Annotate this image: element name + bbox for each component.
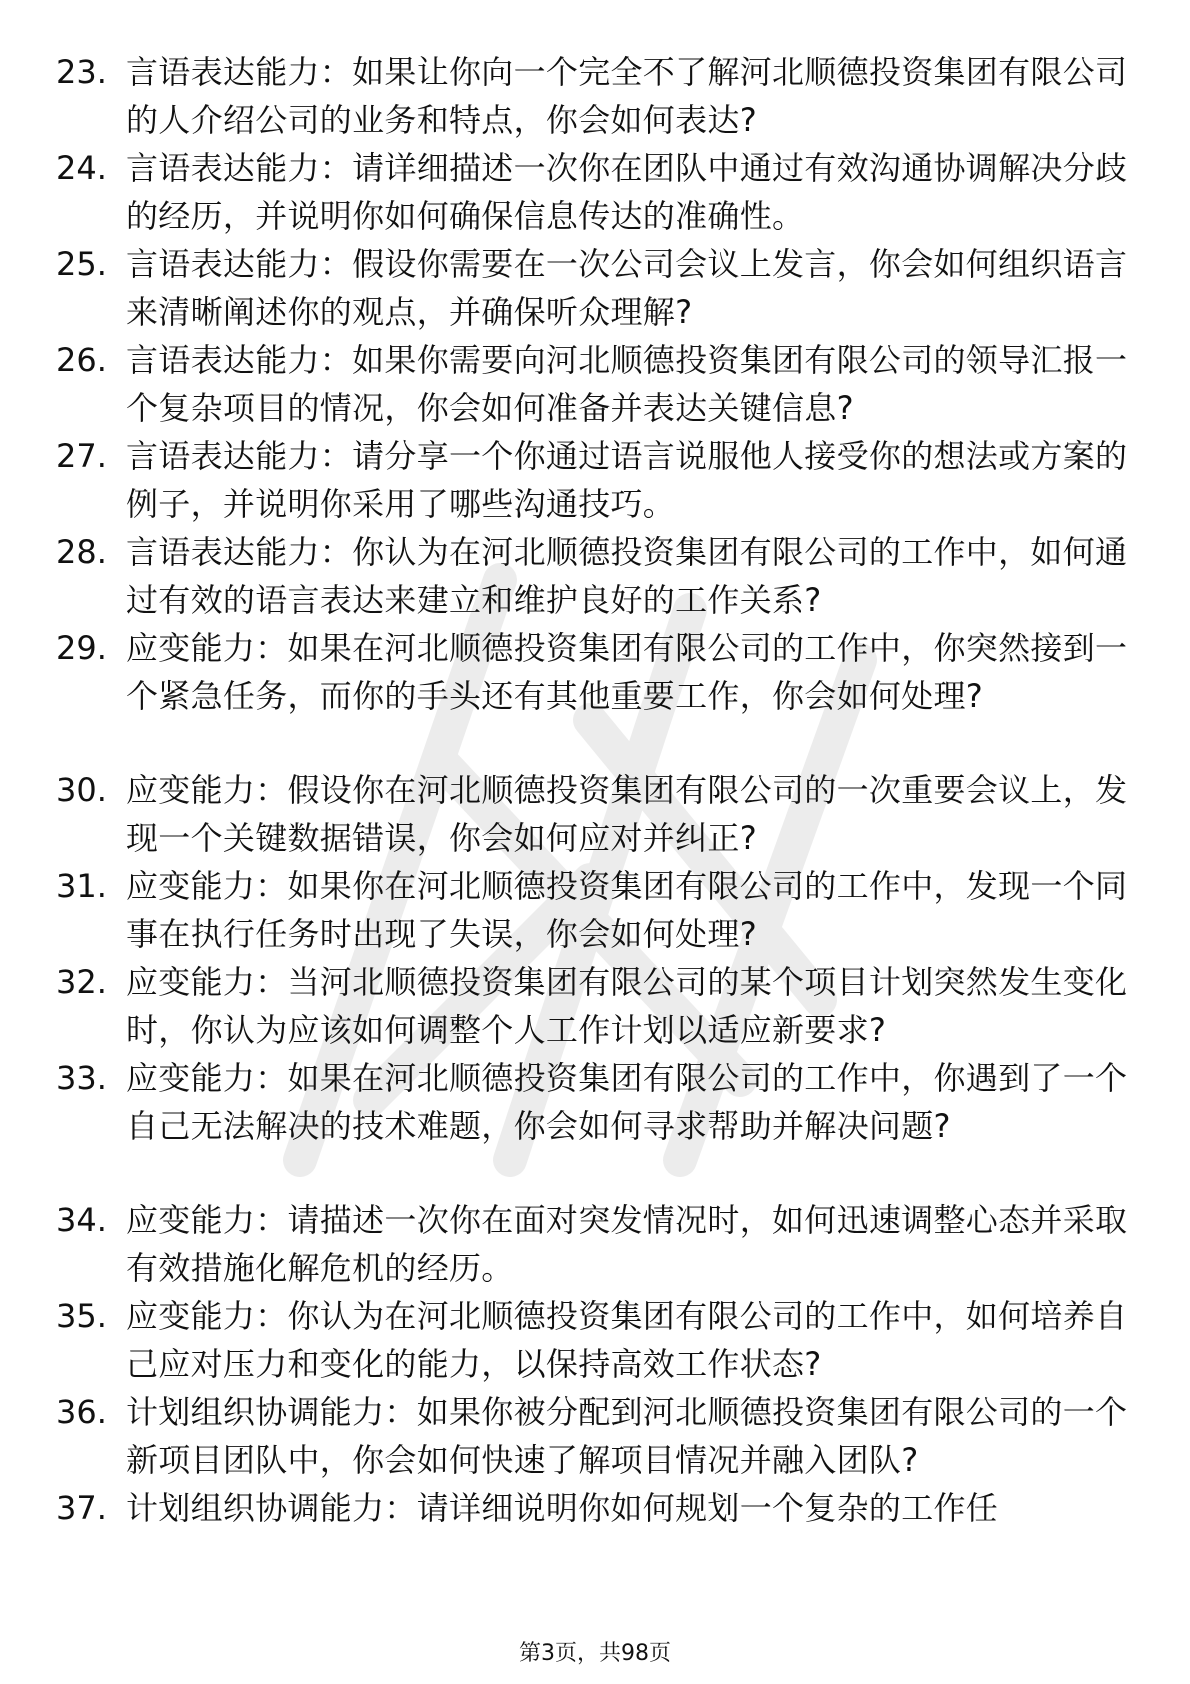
question-item xyxy=(56,1388,1146,1484)
question-item xyxy=(56,144,1146,240)
question-item xyxy=(56,240,1146,336)
question-text: 言语表达能力：你认为在河北顺德投资集团有限公司的工作中，如何通过有效的语言表达来建立和维护良好的工作关系? xyxy=(126,533,1128,619)
question-number: 25. xyxy=(56,245,107,283)
question-number: 31. xyxy=(56,867,107,905)
question-number: 34. xyxy=(56,1201,107,1239)
question-item xyxy=(56,48,1146,144)
question-text: 应变能力：假设你在河北顺德投资集团有限公司的一次重要会议上，发现一个关键数据错误，你会如何应对并纠正? xyxy=(126,771,1128,857)
question-item xyxy=(56,1292,1146,1388)
question-number: 23. xyxy=(56,53,107,91)
question-number: 29. xyxy=(56,629,107,667)
question-text: 应变能力：你认为在河北顺德投资集团有限公司的工作中，如何培养自己应对压力和变化的能力，以保持高效工作状态? xyxy=(126,1297,1128,1383)
question-text: 应变能力：请描述一次你在面对突发情况时，如何迅速调整心态并采取有效措施化解危机的经历。 xyxy=(126,1201,1128,1287)
question-item xyxy=(56,766,1146,862)
question-text: 言语表达能力：如果你需要向河北顺德投资集团有限公司的领导汇报一个复杂项目的情况，你会如何准备并表达关键信息? xyxy=(126,341,1128,427)
question-text: 计划组织协调能力：请详细说明你如何规划一个复杂的工作任 xyxy=(126,1489,999,1527)
question-item xyxy=(56,432,1146,528)
question-number: 37. xyxy=(56,1489,107,1527)
question-item xyxy=(56,958,1146,1054)
question-number: 35. xyxy=(56,1297,107,1335)
question-item xyxy=(56,1054,1146,1150)
question-item xyxy=(56,1196,1146,1292)
question-text: 应变能力：如果你在河北顺德投资集团有限公司的工作中，发现一个同事在执行任务时出现了失误，你会如何处理? xyxy=(126,867,1128,953)
question-item xyxy=(56,528,1146,624)
page-footer: 第3页，共98页 xyxy=(519,1641,671,1666)
question-number: 27. xyxy=(56,437,107,475)
question-number: 36. xyxy=(56,1393,107,1431)
question-item xyxy=(56,862,1146,958)
question-text: 言语表达能力：请详细描述一次你在团队中通过有效沟通协调解决分歧的经历，并说明你如何确保信息传达的准确性。 xyxy=(126,149,1128,235)
question-text: 应变能力：如果在河北顺德投资集团有限公司的工作中，你突然接到一个紧急任务，而你的手头还有其他重要工作，你会如何处理? xyxy=(126,629,1128,715)
question-number: 24. xyxy=(56,149,107,187)
question-text: 计划组织协调能力：如果你被分配到河北顺德投资集团有限公司的一个新项目团队中，你会如何快速了解项目情况并融入团队? xyxy=(126,1393,1128,1479)
question-number: 30. xyxy=(56,771,107,809)
question-text: 应变能力：如果在河北顺德投资集团有限公司的工作中，你遇到了一个自己无法解决的技术难题，你会如何寻求帮助并解决问题? xyxy=(126,1059,1128,1145)
question-item xyxy=(56,1484,1146,1532)
question-number: 33. xyxy=(56,1059,107,1097)
question-text: 应变能力：当河北顺德投资集团有限公司的某个项目计划突然发生变化时，你认为应该如何调整个人工作计划以适应新要求? xyxy=(126,963,1128,1049)
question-number: 28. xyxy=(56,533,107,571)
question-number: 26. xyxy=(56,341,107,379)
question-number: 32. xyxy=(56,963,107,1001)
question-text: 言语表达能力：如果让你向一个完全不了解河北顺德投资集团有限公司的人介绍公司的业务和特点，你会如何表达? xyxy=(126,53,1128,139)
question-text: 言语表达能力：假设你需要在一次公司会议上发言，你会如何组织语言来清晰阐述你的观点，并确保听众理解? xyxy=(126,245,1128,331)
question-text: 言语表达能力：请分享一个你通过语言说服他人接受你的想法或方案的例子，并说明你采用了哪些沟通技巧。 xyxy=(126,437,1128,523)
question-item xyxy=(56,624,1146,720)
question-item xyxy=(56,336,1146,432)
